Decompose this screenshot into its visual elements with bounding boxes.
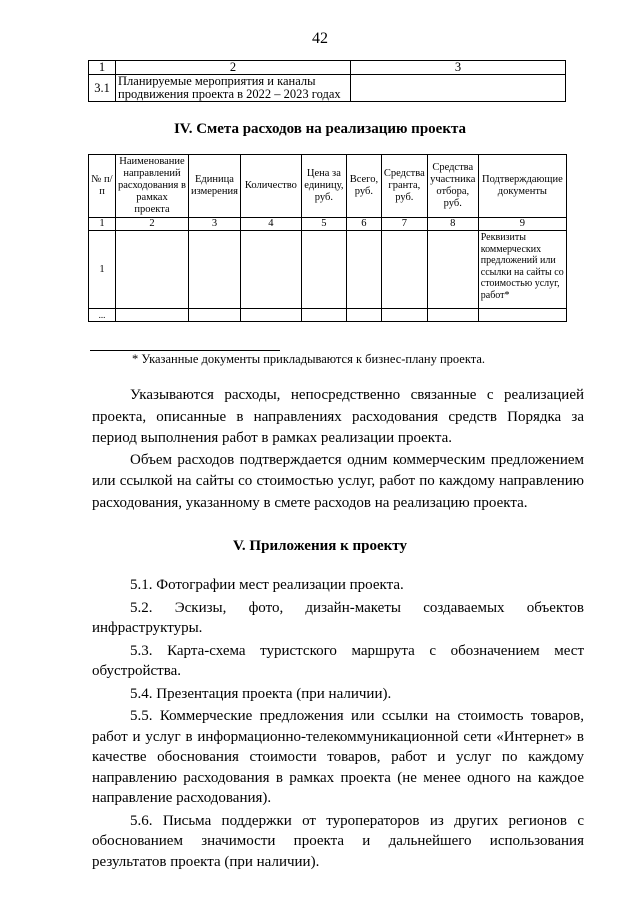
column-number: 8 [427,218,478,231]
table-cell [381,309,427,322]
column-number: 1 [89,218,116,231]
table-cell [189,231,241,309]
table-cell [346,309,381,322]
row-number: 3.1 [89,75,116,102]
footnote: * Указанные документы прикладываются к бизнес-плану проекта. [132,352,486,366]
table-cell [240,231,301,309]
table-cell [427,309,478,322]
section-4-body [92,385,584,514]
table-cell [381,231,427,309]
column-number: 6 [346,218,381,231]
table-row [89,309,567,322]
table-header-cell: 3 [351,61,566,75]
budget-table [88,154,567,322]
column-number: 3 [189,218,241,231]
column-header: Подтверждающие документы [478,155,566,218]
paragraph: Объем расходов подтверждается одним коммерческим предложением или ссылкой на сайты со стоимостью услуг, работ по каждому направлению расходования, указанному в смете расходов на реализацию проекта. [92,451,584,511]
table-cell [346,231,381,309]
table-cell [301,309,346,322]
table-cell [427,231,478,309]
column-number: 4 [240,218,301,231]
row-number: 1 [89,231,116,309]
column-header: Наименование направлений расходования в рамках проекта [116,155,189,218]
list-item: 5.4. Презентация проекта (при наличии). [130,685,392,702]
footnote-divider [90,350,280,351]
table-cell [301,231,346,309]
list-item: 5.5. Коммерческие предложения или ссылки на стоимость товаров, работ и услуг в информационно-телекоммуникационной сети «Интернет» в качестве обоснования стоимости товаров, работ и услуг по каждому направлению расходования в рамках проекта (не менее одного на каждое направление расходования). [92,708,584,806]
table-cell [189,309,241,322]
supporting-documents-cell: Реквизиты коммерческих предложений или ссылки на сайты со стоимостью услуг, работ* [478,231,566,309]
table-row [89,231,567,309]
row-description: Планируемые мероприятия и каналы продвижения проекта в 2022 – 2023 годах [116,75,351,102]
column-header: Средства участника отбора, руб. [427,155,478,218]
column-number: 5 [301,218,346,231]
table-header-cell: 1 [89,61,116,75]
table-cell [240,309,301,322]
column-header: Количество [240,155,301,218]
table-cell [116,309,189,322]
column-header: № п/п [89,155,116,218]
table-cell [116,231,189,309]
page-number: 42 [312,30,328,47]
column-number: 2 [116,218,189,231]
table-header-cell: 2 [116,61,351,75]
table-cell [478,309,566,322]
row-value [351,75,566,102]
column-number: 9 [478,218,566,231]
list-item: 5.6. Письма поддержки от туроператоров из других регионов с обоснованием значимости проекта и дальнейшего использования результатов проекта (при наличии). [92,812,584,870]
list-item: 5.3. Карта-схема туристского маршрута с обозначением мест обустройства. [92,642,584,679]
list-item: 5.2. Эскизы, фото, дизайн-макеты создаваемых объектов инфраструктуры. [92,599,584,636]
row-number: ... [89,309,116,322]
column-number: 7 [381,218,427,231]
projects-table [88,60,566,102]
section-5-title: V. Приложения к проекту [233,538,407,554]
column-header: Цена за единицу, руб. [301,155,346,218]
column-header: Единица измерения [189,155,241,218]
column-header: Средства гранта, руб. [381,155,427,218]
attachments-list [92,575,584,872]
section-4-title: IV. Смета расходов на реализацию проекта [173,121,467,137]
paragraph: Указываются расходы, непосредственно связанные с реализацией проекта, описанные в направлениях расходования средств Порядка за период выполнения работ в рамках реализации проекта. [92,387,584,446]
column-header: Всего, руб. [346,155,381,218]
list-item: 5.1. Фотографии мест реализации проекта. [130,577,404,593]
